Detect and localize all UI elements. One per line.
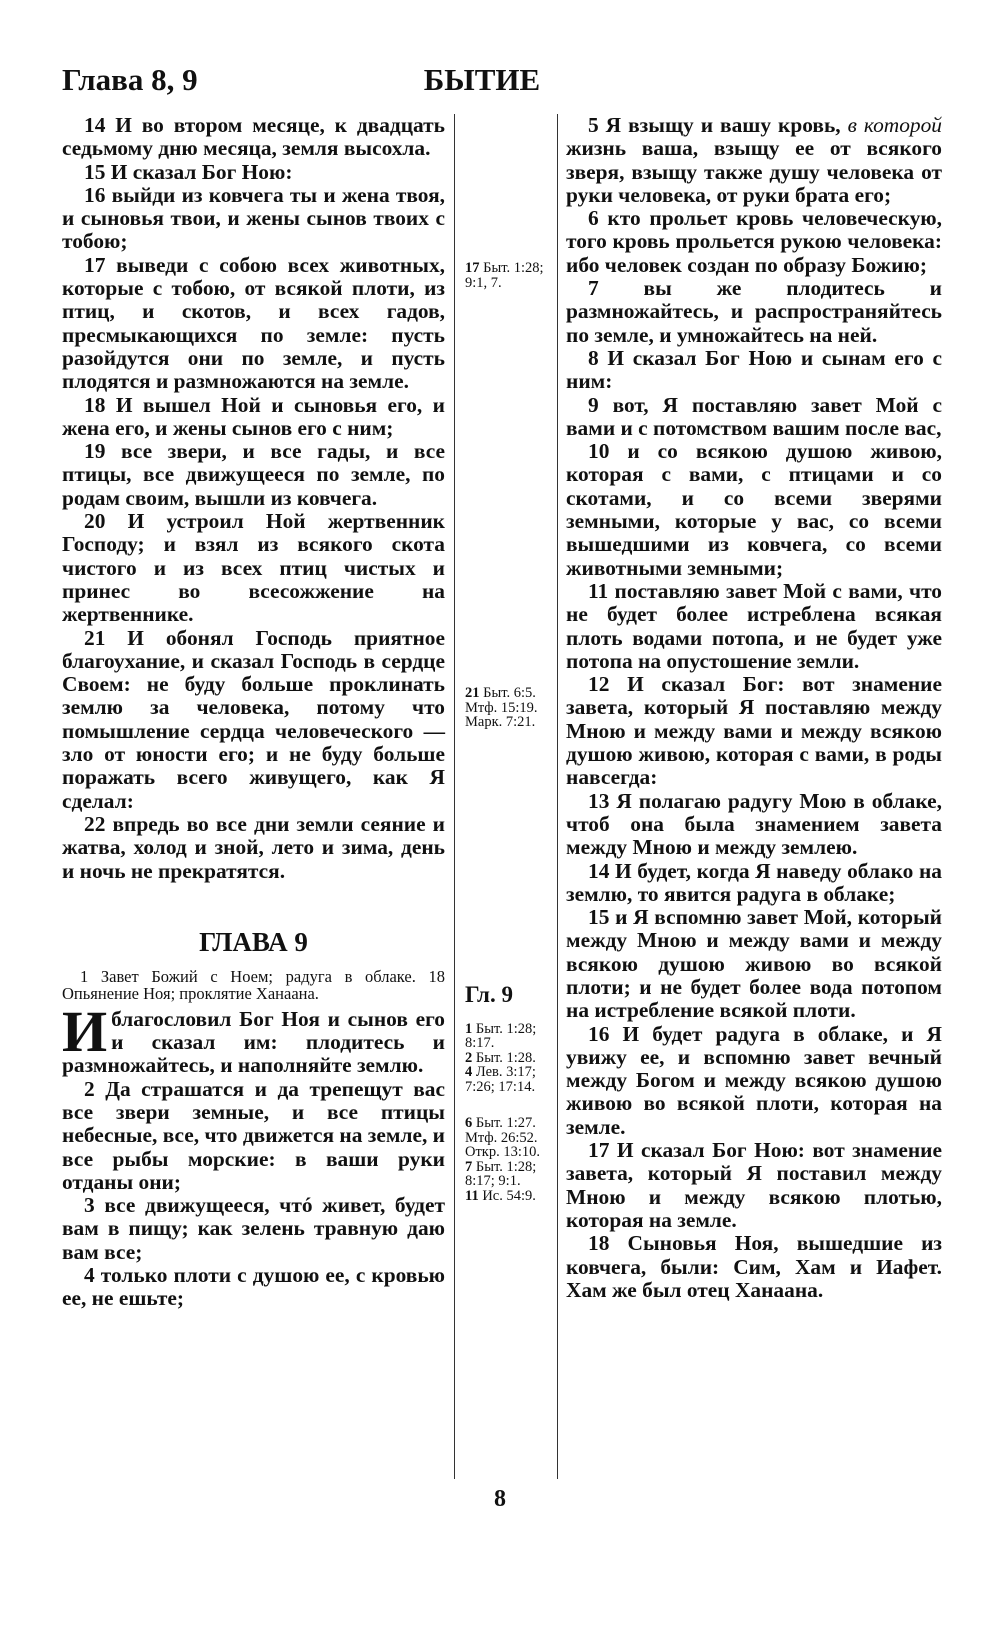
first-verse: [62, 998, 445, 1078]
left-text-column: [62, 114, 445, 1311]
verse: 17 выведи с собою всех животных, которые с тобою, от всякой плоти, из птиц, и скотов, и всех гадов, пресмыкающихся по земле: пусть разойдутся они по земле, и пусть плодятся и размножаются на земле.: [62, 252, 445, 394]
cross-reference: 17 Быт. 1:28; 9:1, 7.: [465, 260, 544, 291]
column-divider-left: [454, 114, 455, 1479]
verse: 7 вы же плодитесь и размножайтесь, и распространяйтесь по земле, и умножайтесь на ней.: [566, 276, 942, 347]
verse: 16 выйди из ковчега ты и жена твоя, и сыновья твои, и жены сынов твоих с тобою;: [62, 182, 445, 254]
verse: 10 и со всякою душою живою, которая с вами, с птицами и со скотами, и со всеми зверями земными, которые у вас, со всеми вышедшими из ковчега, со всеми животными земными;: [566, 439, 942, 580]
cross-reference: 6 Быт. 1:27. Мтф. 26:52. Откр. 13:10.: [465, 1115, 541, 1160]
verse: 8 И сказал Бог Ною и сынам его с ним:: [566, 345, 942, 394]
cross-reference-column: [465, 114, 549, 1203]
drop-cap: И: [62, 998, 108, 1064]
verse: 18 И вышел Ной и сыновья его, и жена его, и жены сынов его с ним;: [62, 392, 445, 440]
verse: 11 поставляю завет Мой с вами, что не будет более истреблена всякая плоть водами потопа, и не будет уже потопа на опустошение земли.: [566, 578, 942, 673]
page-header: [62, 62, 942, 102]
chapter-title: ГЛАВА 9: [199, 926, 308, 957]
verse: 4 только плоти с душою ее, с кровью ее, не ешьте;: [62, 1263, 445, 1311]
verse: 15 И сказал Бог Ною:: [84, 159, 293, 184]
cross-reference: 1 Быт. 1:28; 8:17.: [465, 1020, 537, 1051]
cross-reference: 11 Ис. 54:9.: [465, 1187, 536, 1204]
cross-reference: 4 Лев. 3:17; 7:26; 17:14.: [465, 1064, 536, 1095]
right-text-column: [566, 114, 942, 1302]
page-number: 8: [494, 1486, 506, 1512]
chapter-summary: 1 Завет Божий с Ноем; радуга в облаке. 18 Опьянение Ноя; проклятие Ханаана.: [62, 966, 445, 1003]
verse: 3 все движущееся, чтó живет, будет вам в пищу; как зелень травную даю вам все;: [62, 1193, 445, 1264]
verse: 2 Да страшатся и да трепещут вас все звери земные, и все птицы небесные, все, что движется на земле, и все рыбы морские: в ваши руки отданы они;: [62, 1076, 445, 1194]
verse: 13 Я полагаю радугу Мою в облаке, чтоб она была знамением завета между Мною и между землею.: [566, 788, 942, 860]
verse: 14 И во втором месяце, к двадцать седьмому дню месяца, земля высохла.: [62, 113, 445, 161]
verse: 14 И будет, когда Я наведу облако на землю, то явится радуга в облаке;: [566, 858, 942, 906]
column-divider-right: [557, 114, 558, 1479]
chapter-label: Гл. 9: [465, 981, 513, 1007]
verse: 18 Сыновья Ноя, вышедшие из ковчега, были: Сим, Хам и Иафет. Хам же был отец Ханаана.: [566, 1231, 942, 1302]
verse: 22 впредь во все дни земли сеяние и жатва, холод и зной, лето и зима, день и ночь не прекратятся.: [62, 811, 445, 883]
cross-reference: 7 Быт. 1:28; 8:17; 9:1.: [465, 1158, 537, 1189]
running-head-book-title: БЫТИЕ: [423, 62, 541, 97]
verse: 21 И обонял Господь приятное благоухание, и сказал Господь в сердце Своем: не буду больше проклинать землю за человека, потому что помышление сердца человеческого — зло от юности его; и не буду больше поражать всего живущего, как Я сделал:: [62, 625, 445, 813]
cross-reference: 21 Быт. 6:5. Мтф. 15:19. Марк. 7:21.: [465, 685, 538, 730]
cross-reference: 2 Быт. 1:28.: [465, 1049, 536, 1066]
verse: 17 И сказал Бог Ною: вот знамение завета, который Я поставил между Мною и между всякою плотью, которая на земле.: [566, 1138, 942, 1232]
verse: 9 вот, Я поставляю завет Мой с вами и с потомством вашим после вас,: [566, 392, 942, 440]
verse: 16 И будет радуга в облаке, и Я увижу ее, и вспомню завет вечный между Богом и между всякою душою живою во всякой плоти, которая на земле.: [566, 1021, 942, 1139]
verse: 6 кто прольет кровь человеческую, того кровь прольется рукою человека: ибо человек создан по образу Божию;: [566, 206, 942, 277]
running-head-chapters: Глава 8, 9: [62, 62, 198, 97]
verse: 19 все звери, и все гады, и все птицы, все движущееся по земле, по родам своим, вышли из ковчега.: [62, 439, 445, 510]
first-verse-text: благословил Бог Ноя и сынов его и сказал им: плодитесь и размножайтесь, и наполняйте землю.: [62, 1006, 445, 1078]
verse: 15 и Я вспомню завет Мой, который между Мною и между вами и между всякою душою живою во всякой плоти; и не будет более вода потопом на истребление всякой плоти.: [566, 905, 942, 1023]
verse: 20 И устроил Ной жертвенник Господу; и взял из всякого скота чистого и из всех птиц чистых и принес во всесожжение на жертвеннике.: [62, 509, 445, 627]
verse: 12 И сказал Бог: вот знамение завета, который Я поставляю между Мною и между вами и между всякою душою живою, которая с вами, в роды навсегда:: [566, 672, 942, 790]
verse: 5 Я взыщу и вашу кровь, в которой жизнь ваша, взыщу ее от всякого зверя, взыщу также душу человека от руки человека, от руки брата его;: [566, 113, 942, 207]
